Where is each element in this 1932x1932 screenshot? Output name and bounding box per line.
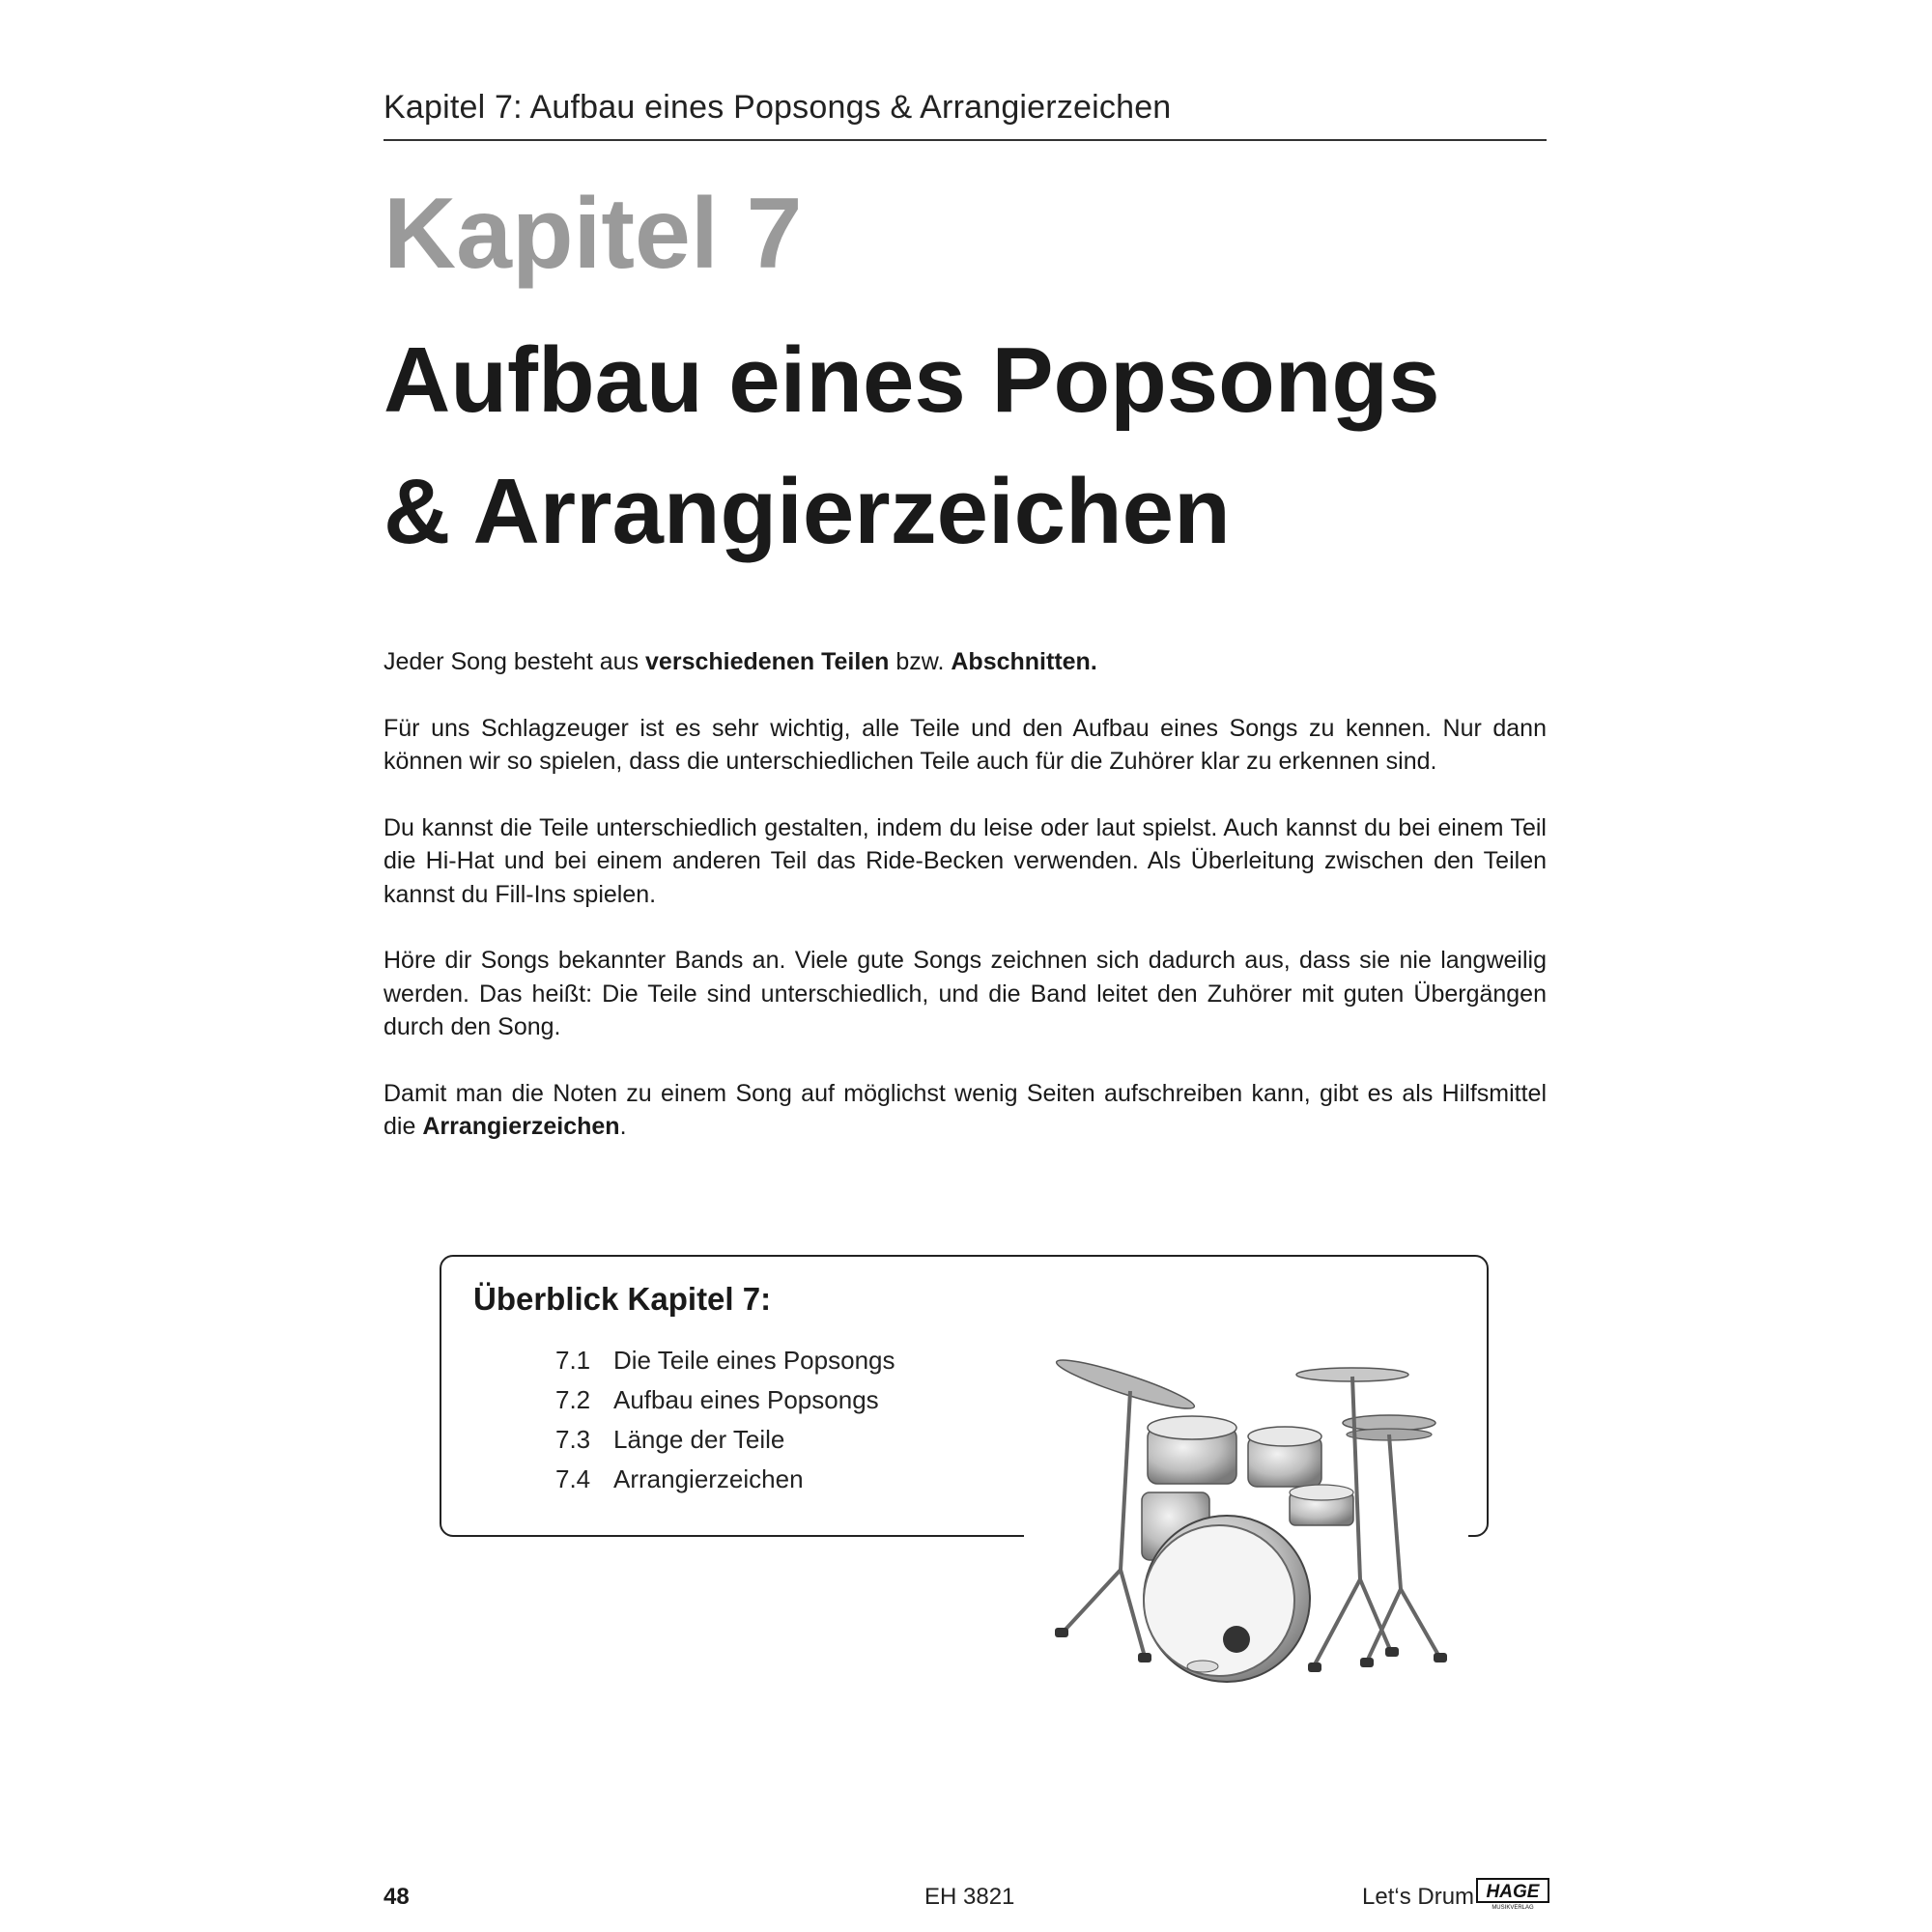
paragraph-3: Du kannst die Teile unterschiedlich gestalten, indem du leise oder laut spielst. Auch kannst du bei einem Teil die Hi-Hat und bei einem anderen Teil das Ride-Becken verwenden. Als Überleitung zwischen den Teilen kannst du Fill-Ins spielen. xyxy=(384,813,1547,908)
paragraph-5 xyxy=(384,1077,1547,1144)
overview-item-label: Die Teile eines Popsongs xyxy=(613,1346,895,1375)
rack-tom-2 xyxy=(1248,1427,1321,1487)
text-run: . xyxy=(619,1113,627,1140)
text-run: bzw. xyxy=(889,648,952,675)
publisher-logo xyxy=(1476,1878,1549,1911)
overview-item-label: Aufbau eines Popsongs xyxy=(613,1385,879,1414)
rack-tom-1 xyxy=(1148,1416,1236,1484)
text-run: Damit man die Noten zu einem Song auf möglichst wenig Seiten aufschreiben kann, gibt es als Hilfsmittel die xyxy=(384,1079,1547,1140)
page-number: 48 xyxy=(384,1884,410,1910)
overview-title: Überblick Kapitel 7: xyxy=(473,1281,772,1317)
bold-text: Abschnitten. xyxy=(951,648,1097,675)
paragraph-1 xyxy=(384,645,1547,679)
chapter-title-line1: Aufbau eines Popsongs xyxy=(384,328,1440,432)
chapter-number: Kapitel 7 xyxy=(384,178,803,290)
overview-item xyxy=(555,1420,895,1460)
publisher-logo-subtext: MUSIKVERLAG xyxy=(1492,1905,1534,1911)
snare-drum xyxy=(1290,1485,1353,1525)
book-title: Let‘s Drum xyxy=(1362,1884,1475,1910)
chapter-title xyxy=(384,315,1591,578)
overview-list xyxy=(555,1341,895,1499)
overview-item-number: 7.1 xyxy=(555,1346,591,1375)
overview-item-label: Arrangierzeichen xyxy=(613,1464,804,1493)
bold-text: verschiedenen Teilen xyxy=(645,648,890,675)
overview-item-number: 7.3 xyxy=(555,1425,591,1454)
drum-kit-illustration xyxy=(1034,1338,1459,1705)
overview-item xyxy=(555,1380,895,1420)
bass-drum xyxy=(1144,1516,1310,1682)
bold-text: Arrangierzeichen xyxy=(422,1113,620,1140)
body-text xyxy=(384,645,1547,1177)
paragraph-2: Für uns Schlagzeuger ist es sehr wichtig, alle Teile und den Aufbau eines Songs zu kennen. Nur dann können wir so spielen, dass die unterschiedlichen Teile auch für die Zuhörer klar zu erkennen sind. xyxy=(384,714,1547,775)
text-run: Jeder Song besteht aus xyxy=(384,648,646,675)
publisher-logo-text: HAGE xyxy=(1486,1882,1540,1902)
paragraph-4: Höre dir Songs bekannter Bands an. Viele gute Songs zeichnen sich dadurch aus, dass sie nie langweilig werden. Das heißt: Die Teile sind unterschiedlich, und die Band leitet den Zuhörer mit guten Übergängen durch den Song. xyxy=(384,947,1547,1040)
edition-code: EH 3821 xyxy=(924,1884,1015,1910)
overview-item-number: 7.2 xyxy=(555,1385,591,1414)
overview-item xyxy=(555,1460,895,1499)
chapter-title-line2: & Arrangierzeichen xyxy=(384,460,1231,563)
running-header: Kapitel 7: Aufbau eines Popsongs & Arrangierzeichen xyxy=(384,89,1172,126)
overview-item xyxy=(555,1341,895,1380)
header-rule xyxy=(384,139,1547,141)
cymbal-left xyxy=(1054,1352,1198,1415)
overview-item-label: Länge der Teile xyxy=(613,1425,785,1454)
overview-item-number: 7.4 xyxy=(555,1464,591,1493)
